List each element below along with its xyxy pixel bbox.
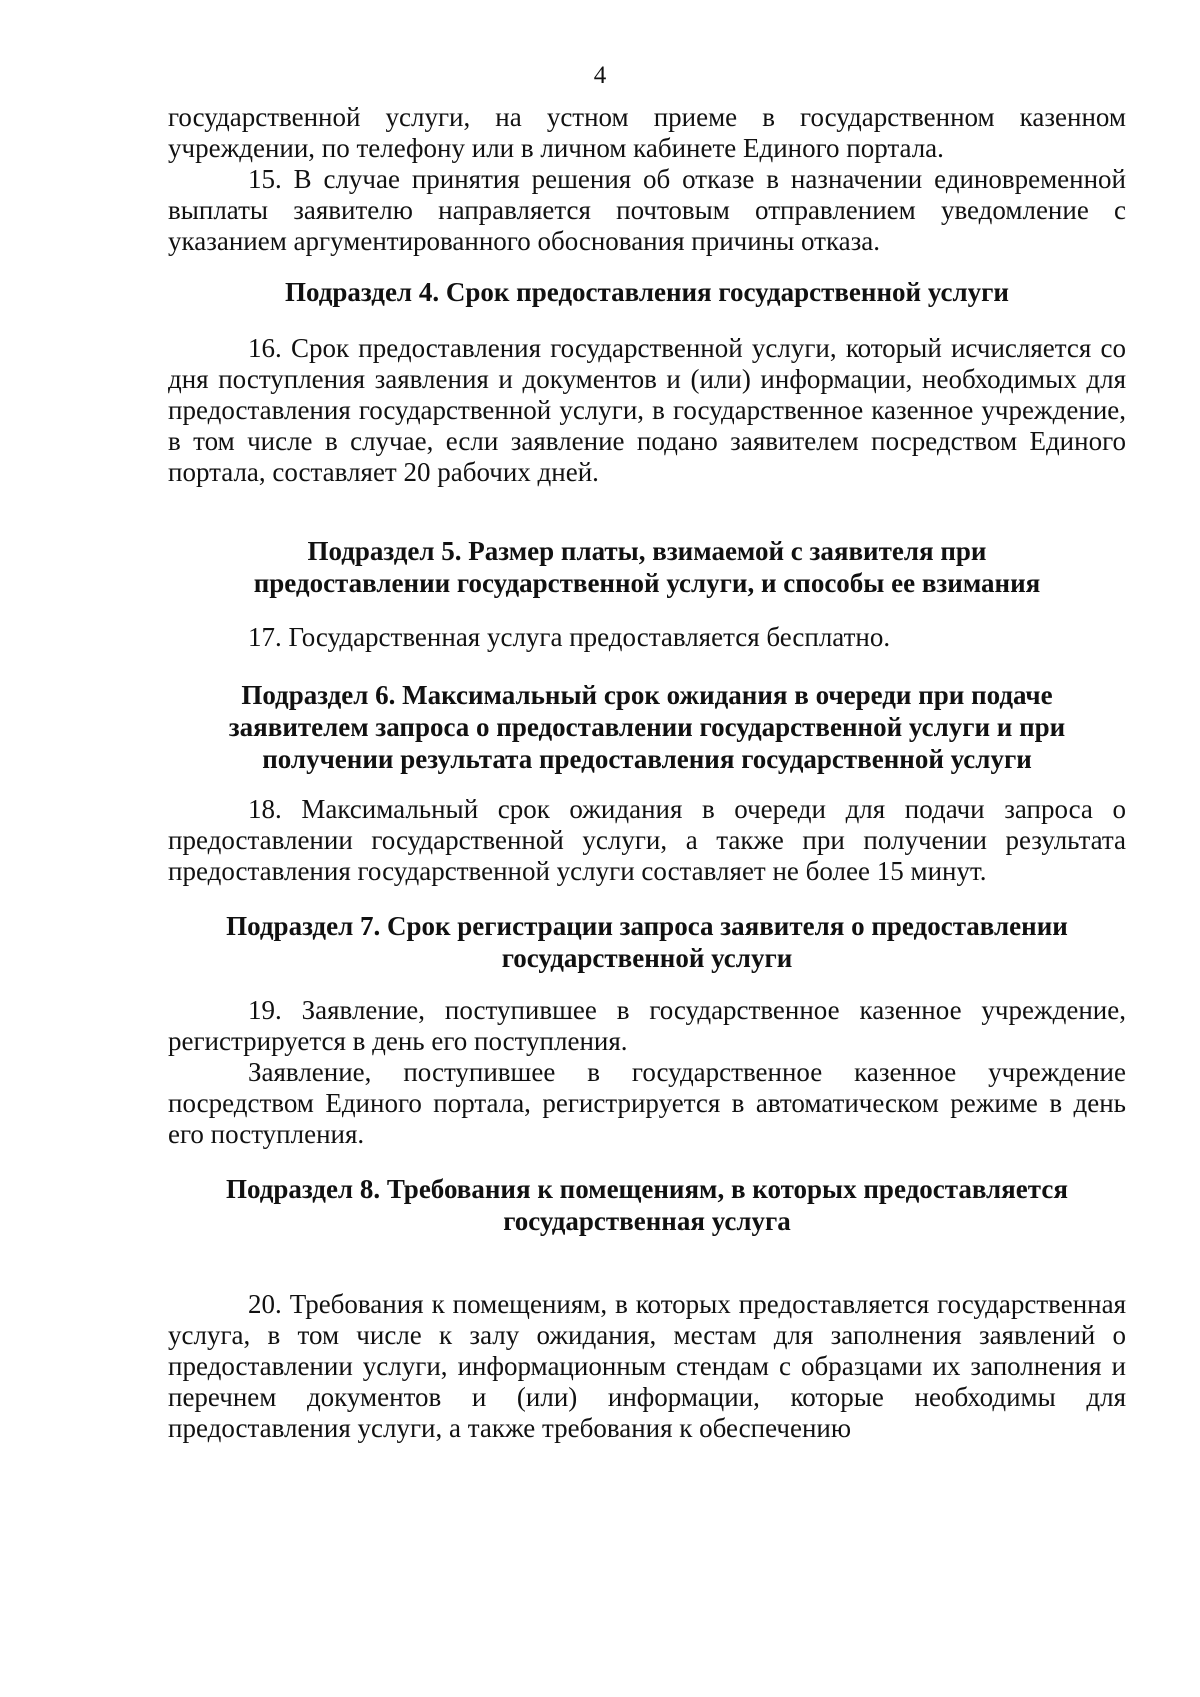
paragraph-19-continuation: Заявление, поступившее в государственное казенное учреждение посредством Единого портала, регистрируется в автоматическом режиме в день его поступления. [168,1057,1126,1149]
subsection-7-title-line-1: Подраздел 7. Срок регистрации запроса заявителя о предоставлении [226,911,1068,941]
paragraph-18: 18. Максимальный срок ожидания в очереди для подачи запроса о предоставлении государственной услуги, а также при получении результата предоставления государственной услуги составляет не более 15 минут. [168,794,1126,886]
paragraph-intro: государственной услуги, на устном приеме в государственном казенном учреждении, по телефону или в личном кабинете Единого портала. [168,102,1126,163]
paragraph-15-block [168,164,1126,257]
subsection-7-heading [168,910,1126,974]
subsection-7-title-line-2: государственной услуги [501,943,793,973]
paragraph-16: 16. Срок предоставления государственной услуги, который исчисляется со дня поступления заявления и документов и (или) информации, необходимых для предоставления государственной услуги, в государственное казенное учреждение, в том числе в случае, если заявление подано заявителем посредством Единого портала, составляет 20 рабочих дней. [168,333,1126,487]
paragraph-15: 15. В случае принятия решения об отказе в назначении единовременной выплаты заявителю направляется почтовым отправлением уведомление с указанием аргументированного обоснования причины отказа. [168,164,1126,256]
paragraph-17: 17. Государственная услуга предоставляется бесплатно. [248,622,891,652]
paragraph-17-block [168,622,1126,653]
subsection-4-heading [168,276,1126,308]
subsection-8-title-line-1: Подраздел 8. Требования к помещениям, в которых предоставляется [226,1174,1068,1204]
subsection-5-title-line-1: Подраздел 5. Размер платы, взимаемой с заявителя при [307,536,987,566]
paragraph-intro-block [168,102,1126,164]
paragraph-18-block [168,794,1126,887]
paragraph-20: 20. Требования к помещениям, в которых предоставляется государственная услуга, в том числе к залу ожидания, местам для заполнения заявлений о предоставлении услуги, информационным стендам с образцами их заполнения и перечнем документов и (или) информации, которые необходимы для предоставления услуги, а также требования к обеспечению [168,1289,1126,1443]
page-number: 4 [593,62,607,89]
subsection-6-title-line-3: получении результата предоставления государственной услуги [262,744,1032,774]
subsection-6-heading [168,679,1126,775]
paragraph-16-block [168,333,1126,488]
paragraph-19-block [168,995,1126,1150]
paragraph-20-block [168,1289,1126,1444]
paragraph-19: 19. Заявление, поступившее в государственное казенное учреждение, регистрируется в день его поступления. [168,995,1126,1056]
subsection-8-title-line-2: государственная услуга [503,1206,791,1236]
subsection-5-title-line-2: предоставлении государственной услуги, и способы ее взимания [253,568,1041,598]
subsection-6-title-line-2: заявителем запроса о предоставлении государственной услуги и при [228,712,1066,742]
subsection-8-heading [168,1173,1126,1237]
subsection-4-title: Подраздел 4. Срок предоставления государственной услуги [285,277,1009,307]
subsection-6-title-line-1: Подраздел 6. Максимальный срок ожидания в очереди при подаче [241,680,1053,710]
subsection-5-heading [168,535,1126,599]
